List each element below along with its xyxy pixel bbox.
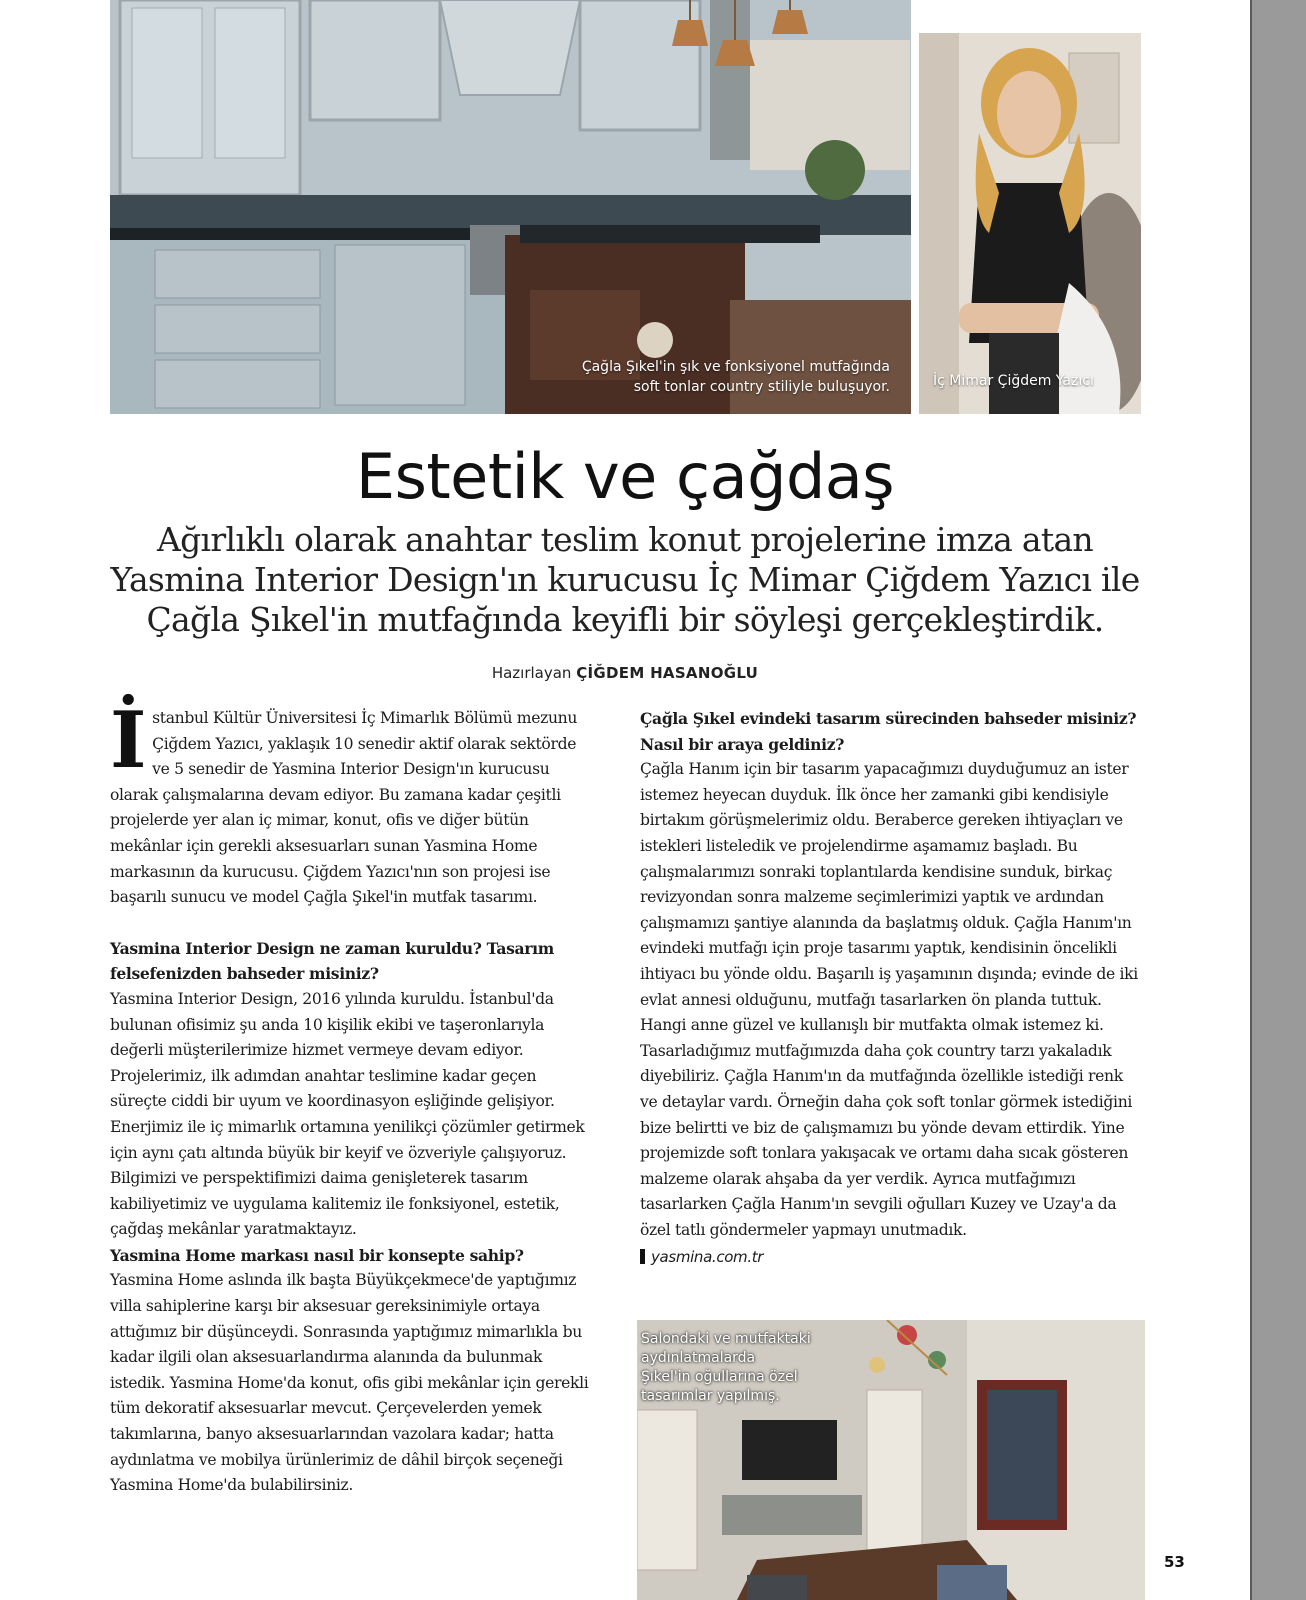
website-credit — [640, 1245, 1143, 1271]
kitchen-caption: Çağla Şıkel'in şık ve fonksiyonel mutfağında soft tonlar country stiliyle buluşuyor. — [581, 359, 890, 395]
kitchen-illustration — [110, 0, 911, 414]
portrait-illustration — [919, 33, 1141, 414]
dining-caption: Salondaki ve mutfaktaki aydınlatmalarda Şıkel'in oğullarına özel tasarımlar yapılmış. — [641, 1331, 811, 1404]
article-deck: Ağırlıklı olarak anahtar teslim konut projelerine imza atan Yasmina Interior Design'ın kurucusu İç Mimar Çiğdem Yazıcı ile Çağla Şıkel'in mutfağında keyifli bir söyleşi gerçekleştirdik. — [110, 520, 1140, 639]
right-column — [640, 706, 1143, 1271]
byline — [0, 664, 1250, 682]
byline-name: ÇİĞDEM HASANOĞLU — [576, 664, 759, 682]
question-1: Yasmina Interior Design ne zaman kuruldu? Tasarım felsefenizden bahseder misiniz? — [110, 938, 554, 984]
intro-text: stanbul Kültür Üniversitesi İç Mimarlık Bölümü mezunu Çiğdem Yazıcı, yaklaşık 10 senedir aktif olarak sektörde ve 5 senedir de Yasmina Interior Design'ın kurucusu olarak çalışmalarına devam ediyor. Bu zamana kadar çeşitli projelerde yer alan iç mimar, konut, ofis ve diğer bütün mekânlar için gerekli aksesuarları sunan Yasmina Home markasının da kurucusu. Çiğdem Yazıcı'nın son projesi ise başarılı sunucu ve model Çağla Şıkel'in mutfak tasarımı. — [110, 709, 578, 907]
question-3: Çağla Şıkel evindeki tasarım sürecinden bahseder misiniz? Nasıl bir araya geldiniz? — [640, 709, 1137, 754]
dining-room-photo — [637, 1320, 1145, 1600]
page-edge — [1250, 0, 1252, 1600]
answer-2: Yasmina Home aslında ilk başta Büyükçekmece'de yaptığımız villa sahiplerine karşı bir aksesuar gereksinimiyle ortaya attığımız bir düşünceydi. Sonrasında yaptığımız mimarlıkla bu kadar ilgili olan aksesuarlandırma alanında da bulunmak istedik. Yasmina Home'da konut, ofis gibi mekânlar için gerekli tüm dekoratif aksesuarlar mevcut. Çerçevelerden yemek takımlarına, banyo aksesuarlarından vazolara kadar; hatta aydınlatma ve mobilya ürünlerimiz de dâhil birçok seçeneği Yasmina Home'da bulabilirsiniz. — [110, 1271, 589, 1495]
website-link[interactable]: yasmina.com.tr — [651, 1248, 764, 1267]
credit-bar-icon — [640, 1249, 645, 1264]
answer-3: Çağla Hanım için bir tasarım yapacağımızı duyduğumuz an ister istemez heyecan duyduk. İlk önce her zamanki gibi kendisiyle birtakım görüşmelerimiz oldu. Beraberce gereken ihtiyaçları ve istekleri listeledik ve projelendirme aşamamız başladı. Bu çalışmalarımızı sonraki toplantılarda kendisine sunduk, birkaç revizyondan sonra malzeme seçimlerimizi yaptık ve ardından çalışmamızı şantiye alanında da başlatmış olduk. Çağla Hanım'ın evindeki mutfağı için proje tasarımı yaptık, kendisinin öncelikli ihtiyacı bu yönde oldu. Başarılı iş yaşamının dışında; evinde de iki evlat annesi olduğunu, mutfağı tasarlarken ön planda tuttuk. Hangi anne güzel ve kullanışlı bir mutfakta olmak istemez ki. Tasarladığımız mutfağımızda daha çok country tarzı yakaladık diyebiliriz. Çağla Hanım'ın da mutfağında özellikle istediği renk ve detaylar vardı. Örneğin daha çok soft tonlar görmek istediğini bize belirtti ve biz de çalışmamızı bu yönde devam ettirdik. Yine projemizde soft tonlara yakışacak ve ortamı daha sıcak gösteren malzeme olarak ahşaba da yer verdik. Ayrıca mutfağımızı tasarlarken Çağla Hanım'ın sevgili oğulları Kuzey ve Uzay'a da özel tatlı göndermeler yapmayı unutmadık. — [640, 760, 1138, 1239]
byline-label: Hazırlayan — [491, 664, 572, 682]
portrait-caption: İç Mimar Çiğdem Yazıcı — [933, 373, 1094, 389]
question-2: Yasmina Home markası nasıl bir konsepte sahip? — [110, 1245, 524, 1265]
left-column — [110, 695, 590, 1499]
kitchen-photo — [110, 0, 911, 414]
intro-paragraph — [110, 695, 590, 911]
page-number: 53 — [1164, 1553, 1185, 1571]
portrait-photo — [919, 33, 1141, 414]
answer-1: Yasmina Interior Design, 2016 yılında kuruldu. İstanbul'da bulunan ofisimiz şu anda 10 kişilik ekibi ve taşeronlarıyla değerli müşterilerimize hizmet vermeye devam ediyor. Projelerimiz, ilk adımdan anahtar teslimine kadar geçen süreçte ciddi bir uyum ve koordinasyon eşliğinde gelişiyor. Enerjimiz ile iç mimarlık ortamına yenilikçi çözümler getirmek için aynı çatı altında büyük bir keyif ve özveriyle çalışıyoruz. Bilgimizi ve perspektifimizi daima genişleterek tasarım kabiliyetimiz ve uygulama kalitemiz ile fonksiyonel, estetik, çağdaş mekânlar yaratmaktayız. — [110, 989, 585, 1239]
drop-cap: İ — [110, 695, 147, 786]
article-title: Estetik ve çağdaş — [355, 440, 895, 513]
